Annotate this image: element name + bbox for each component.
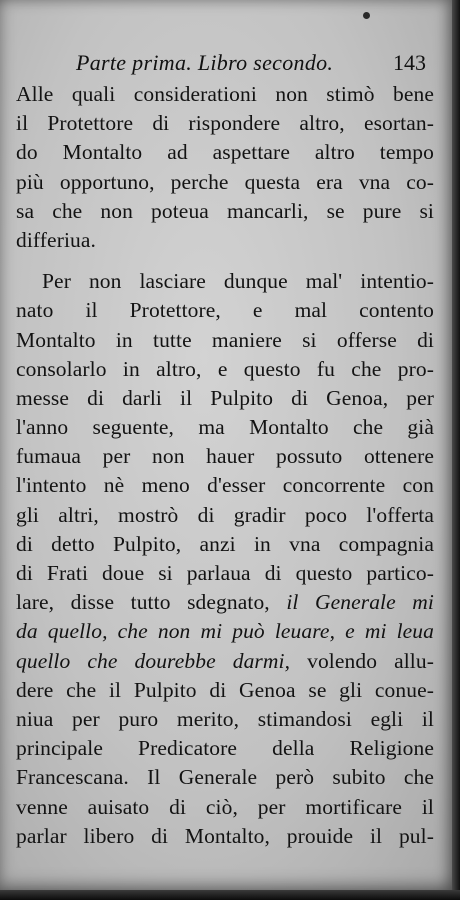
- text-line: gli altri, mostrò di gradir poco l'offerta: [16, 502, 434, 527]
- text-line: consolarlo in altro, e questo fu che pro-: [16, 356, 434, 381]
- text-line: venne auisato di ciò, per mortificare il: [16, 794, 434, 819]
- text-line: Francescana. Il Generale però subito che: [16, 765, 434, 790]
- text-line: messe di darli il Pulpito di Genoa, per: [16, 385, 434, 410]
- text-line: niua per puro merito, stimandosi egli il: [16, 706, 434, 731]
- text-line-mixed: [16, 647, 434, 676]
- text-line: parlar libero di Montalto, prouide il pul-: [16, 823, 434, 848]
- text-line: l'intento nè meno d'esser concorrente con: [16, 473, 434, 498]
- text-line: do Montalto ad aspettare altro tempo: [16, 140, 434, 165]
- text-line-mixed: [16, 588, 434, 617]
- running-title: Parte prima. Libro secondo.: [76, 50, 334, 75]
- text-line: più opportuno, perche questa era vna co-: [16, 169, 434, 194]
- page-header: [76, 50, 426, 84]
- paragraph-gap: [16, 255, 434, 267]
- text-line: di Frati doue si parlaua di questo partico-: [16, 561, 434, 585]
- text-line: differiua.: [16, 227, 96, 252]
- text-line: il Protettore di rispondere altro, esortan-: [16, 111, 434, 136]
- text-line: nato il Protettore, e mal contento: [16, 298, 434, 323]
- italic-quote: il Generale mi: [286, 590, 434, 615]
- italic-quote: quello che dourebbe darmi,: [16, 648, 291, 673]
- text-line-mixed: [16, 617, 434, 646]
- page-number: 143: [393, 50, 426, 75]
- text-line: Alle quali considerationi non stimò bene: [16, 82, 434, 106]
- text-line: sa che non poteua mancarli, se pure si: [16, 198, 434, 223]
- text-line: dere che il Pulpito di Genoa se gli conue-: [16, 677, 434, 702]
- text-segment: volendo allu-: [290, 648, 434, 673]
- text-line: l'anno seguente, ma Montalto che già: [16, 415, 434, 440]
- body-text: [16, 80, 434, 851]
- text-line: fumaua per non hauer possuto ottenere: [16, 444, 434, 469]
- text-line: Montalto in tutte maniere si offerse di: [16, 327, 434, 352]
- text-segment: lare, disse tutto sdegnato,: [16, 590, 287, 615]
- page-bottom-shadow: [0, 890, 460, 900]
- page-edge-shadow: [452, 0, 460, 900]
- text-line: Per non lasciare dunque mal' intentio-: [42, 269, 434, 294]
- text-line: di detto Pulpito, anzi in vna compagnia: [16, 531, 434, 556]
- italic-quote: da quello, che non mi può leuare, e mi leua: [16, 619, 434, 644]
- ink-spot: [363, 12, 370, 19]
- text-line: principale Predicatore della Religione: [16, 736, 434, 761]
